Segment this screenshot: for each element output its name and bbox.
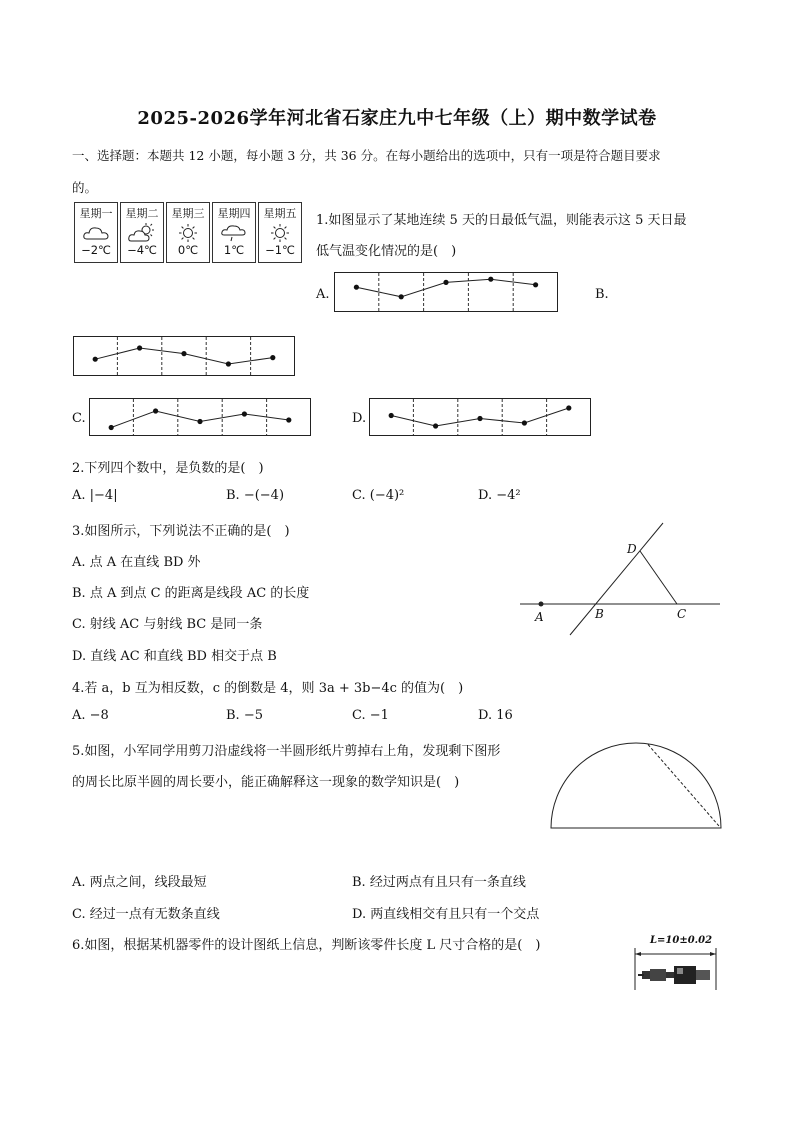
q3-option-c[interactable]: C. 射线 AC 与射线 BC 是同一条 — [72, 617, 263, 632]
cut-dashed-line — [648, 745, 719, 827]
section-instructions-line2: 的。 — [72, 180, 98, 195]
weather-day: 星期二 — [125, 207, 159, 220]
q5-option-a[interactable]: A. 两点之间，线段最短 — [72, 875, 207, 890]
q1-option-c-label[interactable]: C. — [72, 411, 86, 426]
weather-temp: −2℃ — [81, 243, 111, 257]
q6-stem: 6.如图，根据某机器零件的设计图纸上信息，判断该零件长度 L 尺寸合格的是( ) — [72, 938, 541, 953]
q3-option-d[interactable]: D. 直线 AC 和直线 BD 相交于点 B — [72, 649, 277, 664]
paper-title: 2025-2026学年河北省石家庄九中七年级（上）期中数学试卷 — [137, 108, 657, 129]
q4-stem: 4.若 a，b 互为相反数，c 的倒数是 4，则 3a + 3b−4c 的值为( ) — [72, 681, 464, 696]
graph-point-day-5 — [533, 282, 538, 287]
section-instructions-line1: 一、选择题：本题共 12 小题，每小题 3 分，共 36 分。在每小题给出的选项中，只有一项是符合题目要求 — [72, 148, 661, 163]
graph-point-day-5 — [566, 405, 571, 410]
q5-option-c[interactable]: C. 经过一点有无数条直线 — [72, 907, 220, 922]
cloud-icon — [81, 223, 111, 243]
weather-card-4 — [212, 202, 256, 263]
rain-icon — [219, 223, 249, 243]
q5-option-d[interactable]: D. 两直线相交有且只有一个交点 — [352, 907, 540, 922]
graph-point-day-5 — [286, 417, 291, 422]
point-label-a: A — [535, 610, 544, 624]
weather-day: 星期四 — [217, 207, 251, 220]
q3-option-a[interactable]: A. 点 A 在直线 BD 外 — [72, 555, 201, 570]
graph-point-day-3 — [181, 351, 186, 356]
weather-day: 星期五 — [263, 207, 297, 220]
q1-stem-line2: 低气温变化情况的是( ) — [316, 244, 457, 259]
q5-stem-line1: 5.如图，小军同学用剪刀沿虚线将一半圆形纸片剪掉右上角，发现剩下图形 — [72, 744, 501, 759]
weather-temp: −1℃ — [265, 243, 295, 257]
q1-option-d-label[interactable]: D. — [352, 411, 367, 426]
sun-icon — [173, 223, 203, 243]
q3-stem: 3.如图所示，下列说法不正确的是( ) — [72, 524, 290, 539]
sun-cloud-icon — [127, 223, 157, 243]
sun-icon — [265, 223, 295, 243]
q1-graph-b[interactable] — [73, 336, 295, 376]
weather-card-5 — [258, 202, 302, 263]
weather-day: 星期三 — [171, 207, 205, 220]
q4-option-b[interactable]: B. −5 — [226, 708, 263, 723]
q2-option-d[interactable]: D. −4² — [478, 488, 521, 503]
graph-point-day-4 — [488, 277, 493, 282]
graph-point-day-2 — [153, 408, 158, 413]
graph-point-day-4 — [242, 411, 247, 416]
point-label-d: D — [627, 542, 637, 556]
q4-option-d[interactable]: D. 16 — [478, 708, 513, 723]
graph-point-day-4 — [226, 361, 231, 366]
graph-point-day-3 — [477, 416, 482, 421]
q4-option-a[interactable]: A. −8 — [72, 708, 109, 723]
q3-option-b[interactable]: B. 点 A 到点 C 的距离是线段 AC 的长度 — [72, 586, 310, 601]
q4-option-c[interactable]: C. −1 — [352, 708, 389, 723]
q2-option-a[interactable]: A. |−4| — [72, 488, 118, 503]
graph-point-day-2 — [399, 294, 404, 299]
graph-point-day-2 — [137, 345, 142, 350]
point-label-c: C — [677, 607, 687, 621]
weather-card-2 — [120, 202, 164, 263]
weather-temp: 0℃ — [177, 243, 199, 257]
weather-temp: 1℃ — [223, 243, 245, 257]
point-label-b: B — [595, 607, 604, 621]
graph-frame — [335, 273, 558, 312]
q1-stem-line1: 1.如图显示了某地连续 5 天的日最低气温，则能表示这 5 天日最 — [316, 213, 687, 228]
graph-point-day-2 — [433, 423, 438, 428]
segment-dc — [640, 551, 677, 604]
q1-option-a-label[interactable]: A. — [316, 287, 330, 302]
graph-point-day-1 — [389, 413, 394, 418]
graph-point-day-3 — [443, 280, 448, 285]
q2-stem: 2.下列四个数中，是负数的是( ) — [72, 461, 264, 476]
point-a-dot — [539, 602, 544, 607]
q1-graph-d[interactable] — [369, 398, 591, 436]
semicircle-outline — [551, 743, 721, 828]
q2-option-c[interactable]: C. (−4)² — [352, 488, 405, 503]
graph-point-day-4 — [522, 420, 527, 425]
q1-option-b-label[interactable]: B. — [595, 287, 609, 302]
graph-frame — [90, 399, 311, 436]
q3-geometry-figure — [515, 520, 725, 640]
line-bd — [570, 523, 663, 635]
q5-semicircle-figure — [548, 738, 724, 832]
q5-option-b[interactable]: B. 经过两点有且只有一条直线 — [352, 875, 526, 890]
q6-part-drawing — [632, 946, 722, 992]
q2-option-b[interactable]: B. −(−4) — [226, 488, 285, 503]
weather-card-1 — [74, 202, 118, 263]
weather-day: 星期一 — [79, 207, 113, 220]
graph-point-day-5 — [270, 355, 275, 360]
q1-graph-c[interactable] — [89, 398, 311, 436]
weather-temp: −4℃ — [127, 243, 157, 257]
q1-graph-a[interactable] — [334, 272, 558, 312]
q5-stem-line2: 的周长比原半圆的周长要小，能正确解释这一现象的数学知识是( ) — [72, 775, 460, 790]
weather-card-3 — [166, 202, 210, 263]
graph-point-day-3 — [197, 419, 202, 424]
graph-point-day-1 — [109, 425, 114, 430]
graph-point-day-1 — [93, 357, 98, 362]
graph-point-day-1 — [354, 285, 359, 290]
q6-dimension-label: L=10±0.02 — [650, 935, 713, 946]
